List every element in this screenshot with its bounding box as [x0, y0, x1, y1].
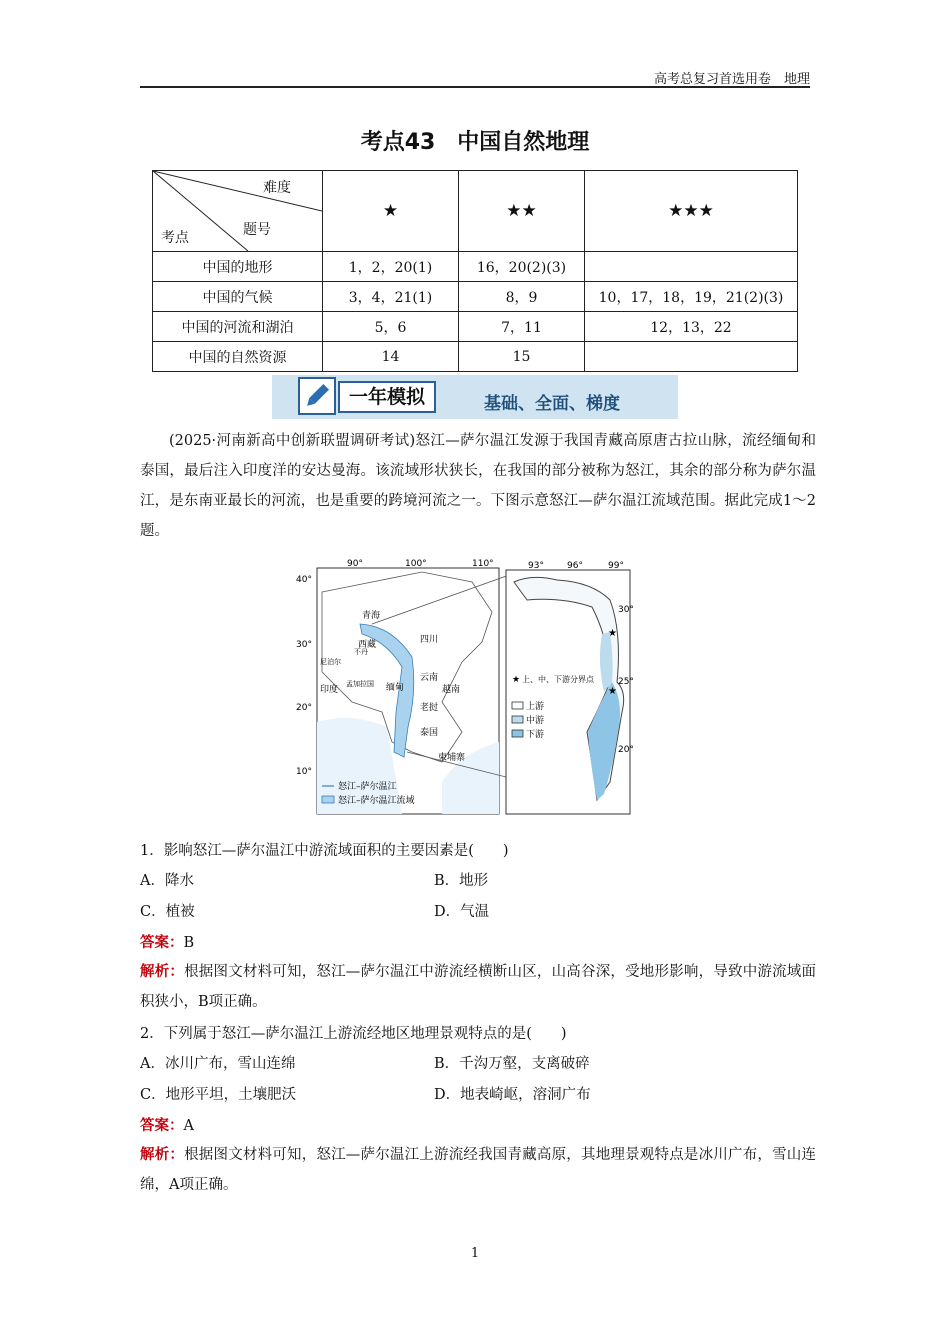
q1-analysis — [140, 957, 816, 1017]
cell: 15 — [459, 342, 585, 372]
banner-label: 一年模拟 — [338, 381, 436, 413]
answer-label: 答案： — [140, 1117, 184, 1134]
q2-option-b: B．千沟万壑，支离破碎 — [434, 1056, 590, 1072]
cell — [585, 342, 798, 372]
answer-value: B — [183, 935, 195, 951]
cell: 8，9 — [459, 282, 585, 312]
lat-label: 30° — [618, 605, 634, 615]
lat-label: 20° — [296, 703, 312, 713]
lon-label: 99° — [608, 561, 624, 571]
legend-upper: 上游 — [526, 702, 545, 712]
place-label: 缅甸 — [386, 683, 405, 693]
corner-difficulty: 难度 — [263, 180, 291, 196]
legend-middle: 中游 — [526, 716, 545, 726]
q1-stem: 1．影响怒江—萨尔温江中游流域面积的主要因素是( ) — [140, 843, 509, 859]
lon-label: 93° — [528, 561, 544, 571]
cell: 14 — [323, 342, 459, 372]
place-label: 四川 — [420, 635, 439, 645]
level-1: ★ — [323, 171, 459, 252]
place-label: 尼泊尔 — [320, 658, 341, 666]
header-text: 高考总复习首选用卷 地理 — [653, 72, 810, 87]
table-row — [153, 282, 798, 312]
section-banner — [272, 375, 678, 419]
lon-label: 110° — [472, 559, 494, 569]
river-basin-map — [292, 552, 634, 818]
place-label: 不丹 — [354, 648, 368, 656]
cell: 16，20(2)(3) — [459, 252, 585, 282]
q2-option-a: A．冰川广布，雪山连绵 — [140, 1056, 296, 1072]
row-topic: 中国的自然资源 — [153, 342, 323, 372]
q1-answer — [140, 931, 194, 952]
place-label: 云南 — [420, 673, 439, 683]
pencil-icon — [298, 377, 336, 415]
q1-option-a: A．降水 — [140, 873, 194, 889]
q2-option-c: C．地形平坦，土壤肥沃 — [140, 1087, 297, 1103]
lat-label: 25° — [618, 677, 634, 687]
lon-label: 90° — [347, 559, 363, 569]
q1-option-d: D．气温 — [434, 904, 490, 920]
q1-option-b: B．地形 — [434, 873, 489, 889]
page-number: 1 — [470, 1246, 480, 1261]
row-topic: 中国的气候 — [153, 282, 323, 312]
lon-label: 100° — [405, 559, 427, 569]
corner-topic: 考点 — [161, 230, 189, 246]
divide-star-icon: ★ — [608, 686, 617, 697]
cell: 3，4，21(1) — [323, 282, 459, 312]
page-header — [140, 68, 810, 88]
page-title: 考点43 中国自然地理 — [360, 130, 590, 155]
difficulty-table — [152, 170, 798, 372]
cell: 5，6 — [323, 312, 459, 342]
place-label: 西藏 — [358, 640, 377, 650]
table-corner — [153, 171, 323, 252]
q2-stem: 2．下列属于怒江—萨尔温江上游流经地区地理景观特点的是( ) — [140, 1026, 567, 1042]
banner-subtitle: 基础、全面、梯度 — [484, 394, 620, 414]
legend-basin: 怒江–萨尔温江流域 — [338, 796, 415, 806]
legend-river: 怒江–萨尔温江 — [338, 782, 397, 792]
table-row — [153, 312, 798, 342]
lat-label: 30° — [296, 640, 312, 650]
cell: 10，17，18，19，21(2)(3) — [585, 282, 798, 312]
divide-star-icon: ★ — [608, 628, 617, 639]
answer-label: 答案： — [140, 934, 184, 951]
lon-label: 96° — [567, 561, 583, 571]
place-label: 泰国 — [420, 728, 439, 738]
legend-lower: 下游 — [526, 730, 545, 740]
row-topic: 中国的河流和湖泊 — [153, 312, 323, 342]
place-label: 老挝 — [420, 703, 439, 713]
answer-value: A — [183, 1118, 194, 1134]
row-topic: 中国的地形 — [153, 252, 323, 282]
legend-divide: 上、中、下游分界点 — [522, 675, 594, 684]
place-label: 柬埔寨 — [438, 753, 466, 763]
analysis-label: 解析： — [140, 963, 185, 980]
q1-option-c: C．植被 — [140, 904, 195, 920]
level-3: ★★★ — [585, 171, 798, 252]
place-label: 印度 — [320, 685, 339, 695]
cell: 12，13，22 — [585, 312, 798, 342]
level-2: ★★ — [459, 171, 585, 252]
table-row — [153, 342, 798, 372]
lat-label: 40° — [296, 575, 312, 585]
legend-star-icon: ★ — [512, 675, 521, 685]
cell: 1，2，20(1) — [323, 252, 459, 282]
lat-label: 20° — [618, 745, 634, 755]
cell — [585, 252, 798, 282]
lat-label: 10° — [296, 767, 312, 777]
cell: 7，11 — [459, 312, 585, 342]
table-row — [153, 252, 798, 282]
place-label: 青海 — [362, 611, 381, 621]
analysis-text: 根据图文材料可知，怒江—萨尔温江中游流经横断山区，山高谷深，受地形影响，导致中游流域面积狭小，B项正确。 — [140, 964, 817, 1010]
analysis-text: 根据图文材料可知，怒江—萨尔温江上游流经我国青藏高原，其地理景观特点是冰川广布，雪山连绵，A项正确。 — [140, 1147, 817, 1193]
analysis-label: 解析： — [140, 1146, 185, 1163]
q2-analysis — [140, 1140, 816, 1200]
place-label: 越南 — [442, 685, 461, 695]
corner-question: 题号 — [243, 222, 271, 238]
q2-option-d: D．地表崎岖，溶洞广布 — [434, 1087, 591, 1103]
q2-answer — [140, 1114, 194, 1135]
intro-paragraph: (2025·河南新高中创新联盟调研考试)怒江—萨尔温江发源于我国青藏高原唐古拉山脉，流经缅甸和泰国，最后注入印度洋的安达曼海。该流域形状狭长，在我国的部分被称为怒江，其余的部分称为萨尔温江，是东南亚最长的河流，也是重要的跨境河流之一。下图示意怒江—萨尔温江流域范围。据此完成1～2题。 — [140, 433, 816, 539]
place-label: 孟加拉国 — [346, 680, 374, 688]
